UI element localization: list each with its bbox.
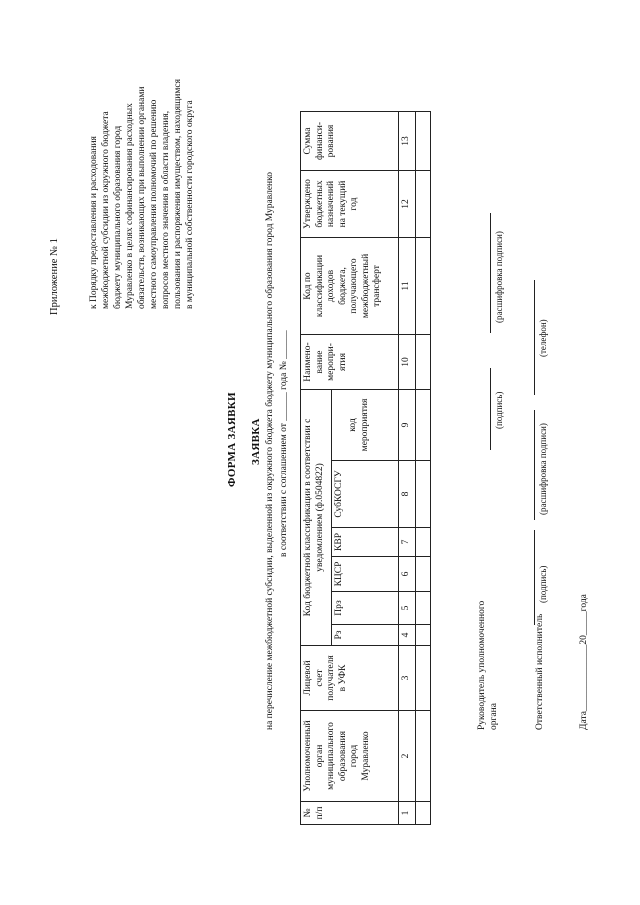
column-number: 4 xyxy=(399,625,416,646)
table-row xyxy=(399,112,416,825)
header-rz: Рз xyxy=(332,625,399,646)
request-title: ЗАЯВКА xyxy=(250,418,262,465)
header-account: Лицевой счет получателя в УФК xyxy=(301,646,399,711)
header-approved: Утверждено бюджетных назначений на текущий год xyxy=(301,171,399,238)
request-table xyxy=(300,111,431,825)
column-number: 10 xyxy=(399,335,416,390)
appendix-label: Приложение № 1 xyxy=(49,238,60,315)
appendix-line: бюджету муниципального образования город xyxy=(113,125,123,309)
executor-label: Ответственный исполнитель xyxy=(535,613,545,730)
appendix-line: обязательств, возникающих при выполнении органами xyxy=(137,86,147,309)
executor-phone-line xyxy=(534,280,535,395)
head-decode-line xyxy=(490,213,491,333)
column-number: 9 xyxy=(399,390,416,461)
header-organ: Уполномоченный орган муниципального образования город Муравленко xyxy=(301,711,399,802)
appendix-line: к Порядку предоставления и расходования xyxy=(89,136,99,309)
head-signature-line xyxy=(490,368,491,450)
appendix-line: вопросов местного значения в области владения, xyxy=(161,110,171,309)
form-title: ФОРМА ЗАЯВКИ xyxy=(226,392,238,487)
header-event-name: Наимено- вание меропри- ятия xyxy=(301,335,399,390)
column-number: 11 xyxy=(399,238,416,335)
column-number: 7 xyxy=(399,528,416,557)
column-number: 1 xyxy=(399,802,416,825)
appendix-line: пользования и распоряжения имуществом, находящимся xyxy=(173,79,183,309)
appendix-line: местного самоуправления полномочий по решению xyxy=(149,99,159,309)
header-kvr: КВР xyxy=(332,528,399,557)
column-number: 6 xyxy=(399,557,416,592)
head-label-line2: органа xyxy=(489,703,499,730)
column-number: 3 xyxy=(399,646,416,711)
appendix-line: межбюджетной субсидии из окружного бюджета xyxy=(101,111,111,309)
executor-signature-caption: (подпись) xyxy=(538,565,548,603)
head-decode-caption: (расшифровка подписи) xyxy=(494,231,504,323)
header-code-group: Код бюджетной классификации в соответствии с уведомлением (ф.0504822) xyxy=(301,390,332,646)
header-income-code: Код по классификации доходов бюджета, получающего межбюджетный трансферт xyxy=(301,238,399,335)
executor-decode-caption: (расшифровка подписи) xyxy=(538,423,548,515)
appendix-line: в муниципальной собственности городского округа xyxy=(185,100,195,309)
executor-phone-caption: (телефон) xyxy=(538,319,548,357)
column-number: 8 xyxy=(399,461,416,528)
date-field: Дата______________20_____года xyxy=(579,594,589,730)
request-subtitle: на перечисление межбюджетной субсидии, выделенной из окружного бюджета бюджету муниципального образования город Муравленко xyxy=(265,171,275,730)
executor-signature-line xyxy=(534,530,535,625)
header-sum: Сумма финанси- рования xyxy=(301,112,399,171)
request-agreement-line: в соответствии с соглашением от ______ года № ______ xyxy=(279,330,289,557)
executor-decode-line xyxy=(534,410,535,520)
head-signature-caption: (подпись) xyxy=(494,391,504,429)
column-number: 12 xyxy=(399,171,416,238)
head-label: Руководитель уполномоченного xyxy=(477,600,487,730)
appendix-line: Муравленко в целях софинансирования расходных xyxy=(125,103,135,309)
header-prz: Прз xyxy=(332,592,399,625)
column-number: 2 xyxy=(399,711,416,802)
header-num: № п/п xyxy=(301,802,399,825)
table-row xyxy=(415,112,430,825)
header-event-code: код мероприятия xyxy=(332,390,399,461)
header-kcsr: КЦСР xyxy=(332,557,399,592)
column-number: 13 xyxy=(399,112,416,171)
column-number: 5 xyxy=(399,592,416,625)
header-subkosgu: СубКОСГУ xyxy=(332,461,399,528)
